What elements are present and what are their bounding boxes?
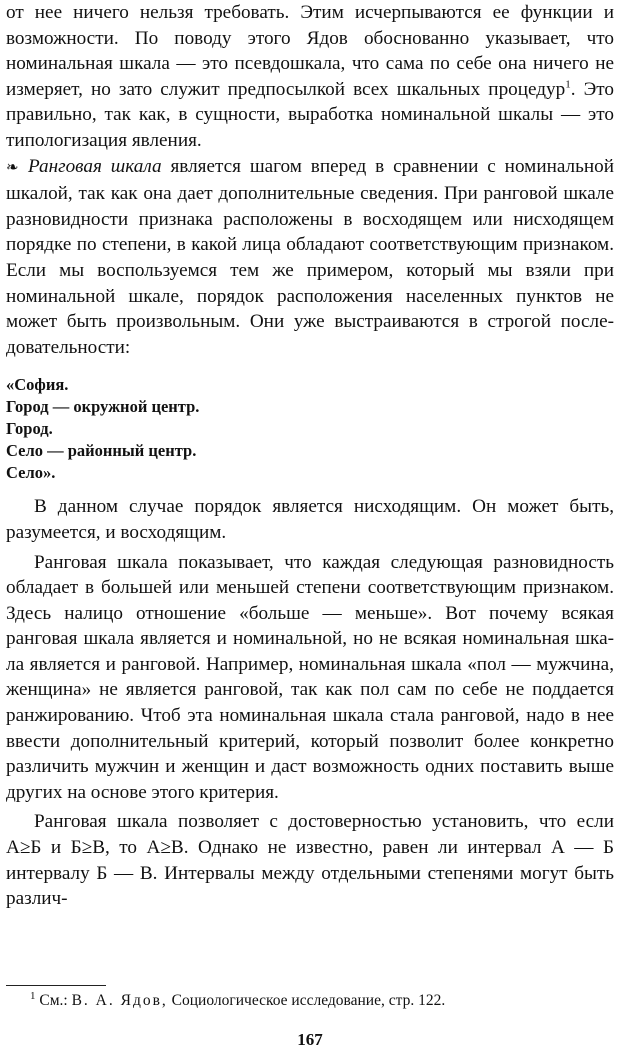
list-item: Город.	[6, 419, 53, 439]
page-number: 167	[297, 1030, 323, 1049]
paragraph: от нее ничего нельзя требовать. Этим исчерпываются ее функции и возможности. По поводу этого Ядов обоснованно указывает, что номинальная шкала — это псевдошкала, что сама по себе она ничего не измеряет, но зато служит предпосылкой всех шкальных процедур$^1$. Это правильно, так как, в сущности, выработка номинальной шкалы — это типологизация явления.	[6, 2, 614, 151]
italic-term: Ранговая шкала	[28, 155, 162, 177]
footnote-reference: 1	[565, 78, 571, 91]
list-item: Село — районный центр.	[6, 441, 197, 461]
paragraph-text: является шагом вперед в сравнении с номинальной шкалой, так как она дает дополнительные сведения. При ранговой шкале разновидности признака расположены в восходящем или нисходящем порядке по степени, в какой лица обладают соответствующим признаком. Если мы воспользуемся тем же примером, который мы взяли при номинальной шкале, порядок расположения населенных пунктов не может быть произвольным. Они уже выстраиваются в строгой последовательности:	[6, 155, 614, 358]
page-body	[6, 0, 614, 912]
footnote-divider	[6, 985, 106, 986]
paragraph-marker-icon: ❧	[6, 159, 19, 176]
paragraph: Ранговая шкала показывает, что каждая следующая разновидность обладает в большей или меньшей степени соответствующим признаком. Здесь налицо отношение «больше — меньше». Вот почему всякая ранговая шкала является и номинальной, но не всякая номинальная шкала является и ранговой. Например, номинальная шкала «пол — мужчина, женщина» не является ранговой, так как пол сам по себе не поддается ранжированию. Чтоб эта номинальная шкала стала ранговой, надо в нее ввести дополнительный критерий, который позволит более конкретно различить мужчин и женщин и даст возможность одних поставить выше других на основе этого критерия.	[6, 551, 614, 803]
footnote-author: В. А. Ядов,	[71, 992, 168, 1009]
list-item: Город — окружной центр.	[6, 397, 200, 417]
paragraph-text: от нее ничего нельзя требовать. Этим исчерпываются ее функции и возможности. По поводу этого Ядов обоснованно указывает, что номинальная шкала — это псевдошкала, что сама по себе она ничего не измеряет, но зато служит предпосылкой всех шкальных процедур	[6, 2, 614, 100]
paragraph-text: Это правильно, так как, в сущности, выработка номинальной шкалы — это типологизация явления.	[6, 78, 614, 151]
footnote-number: 1	[30, 989, 36, 1002]
paragraph	[6, 154, 614, 361]
footnote	[6, 990, 614, 1012]
paragraph: В данном случае порядок является нисходящим. Он может быть, разумеется, и восходящим.	[6, 496, 614, 543]
footnote-text: Социологическое исследование, стр. 122.	[171, 992, 446, 1009]
footnote-prefix: См.:	[39, 992, 68, 1009]
settlement-list	[6, 374, 614, 484]
list-item: «София.	[6, 375, 69, 395]
paragraph: Ранговая шкала позволяет с достоверностью установить, что если А≥Б и Б≥В, то А≥В. Однако не известно, равен ли интервал А — Б интервалу Б — В. Интервалы между отдельными степенями могут быть различ-	[6, 811, 614, 910]
list-item: Село».	[6, 463, 56, 483]
